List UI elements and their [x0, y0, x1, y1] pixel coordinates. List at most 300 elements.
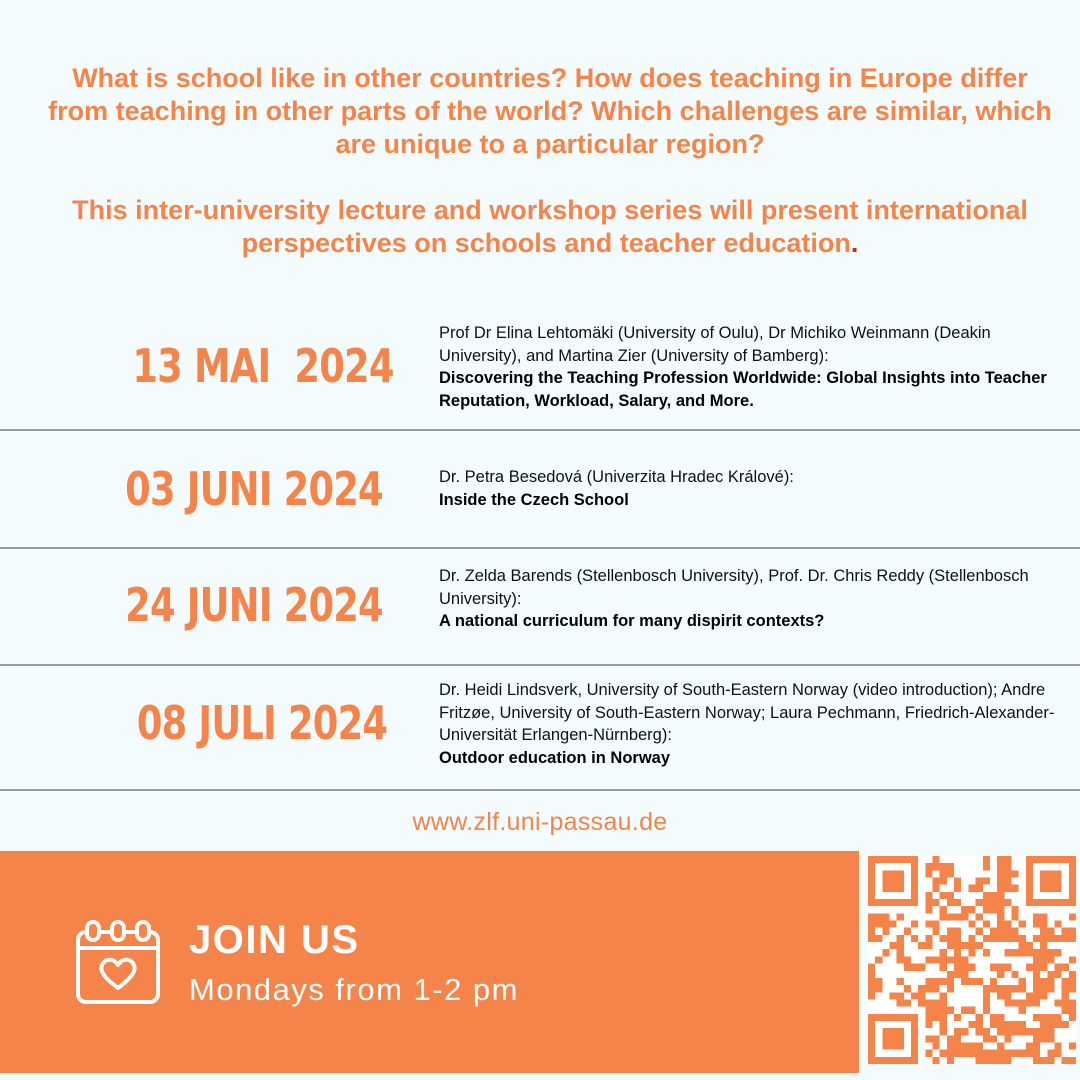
qr-module [1019, 1050, 1026, 1057]
qr-module [933, 985, 940, 992]
qr-module [897, 935, 904, 942]
session-speakers: Prof Dr Elina Lehtomäki (University of Oulu), Dr Michiko Weinmann (Deakin University), and Martina Zier (University of Bamberg): [439, 324, 991, 365]
qr-module [1069, 928, 1076, 935]
qr-code-icon[interactable] [868, 856, 1076, 1064]
qr-module [940, 870, 947, 877]
qr-module [1033, 971, 1040, 978]
qr-module [1004, 878, 1011, 885]
qr-module [997, 1042, 1004, 1049]
qr-module [940, 1014, 947, 1021]
qr-module [961, 964, 968, 971]
qr-module [968, 906, 975, 913]
qr-module [925, 978, 932, 985]
qr-module [940, 949, 947, 956]
qr-module [990, 1050, 997, 1057]
qr-module [997, 1057, 1004, 1064]
qr-module [925, 863, 932, 870]
qr-module [976, 1028, 983, 1035]
qr-module [947, 971, 954, 978]
qr-module [911, 964, 918, 971]
qr-module [1004, 992, 1011, 999]
qr-module [1047, 928, 1054, 935]
qr-module [968, 1042, 975, 1049]
qr-module [933, 1035, 940, 1042]
qr-module [1040, 992, 1047, 999]
qr-module [875, 956, 882, 963]
qr-module [1004, 1057, 1011, 1064]
qr-module [1054, 964, 1061, 971]
qr-module [947, 985, 954, 992]
qr-module [875, 985, 882, 992]
qr-module [1004, 1035, 1011, 1042]
qr-module [1047, 1035, 1054, 1042]
qr-module [940, 863, 947, 870]
qr-module [1033, 992, 1040, 999]
qr-module [983, 906, 990, 913]
session-row [0, 549, 1080, 666]
qr-module [961, 906, 968, 913]
qr-module [1040, 1021, 1047, 1028]
qr-module [990, 1021, 997, 1028]
qr-module [947, 913, 954, 920]
qr-module [997, 899, 1004, 906]
qr-module [918, 964, 925, 971]
qr-module [1033, 978, 1040, 985]
qr-module [1004, 921, 1011, 928]
qr-module [961, 942, 968, 949]
qr-module [997, 928, 1004, 935]
qr-module [925, 1035, 932, 1042]
qr-module [904, 999, 911, 1006]
qr-module [1069, 978, 1076, 985]
qr-module [954, 1050, 961, 1057]
qr-module [925, 942, 932, 949]
qr-module [997, 892, 1004, 899]
qr-module [868, 964, 875, 971]
qr-module [976, 1042, 983, 1049]
qr-module [983, 985, 990, 992]
qr-module [997, 906, 1004, 913]
qr-module [1047, 1028, 1054, 1035]
qr-module [940, 956, 947, 963]
qr-module [1040, 949, 1047, 956]
qr-module [925, 1021, 932, 1028]
qr-module [947, 899, 954, 906]
qr-module [918, 999, 925, 1006]
qr-module [897, 949, 904, 956]
qr-module [947, 928, 954, 935]
qr-module [1004, 949, 1011, 956]
qr-module [983, 949, 990, 956]
qr-module [1069, 1014, 1076, 1021]
qr-module [954, 949, 961, 956]
qr-module [976, 1014, 983, 1021]
qr-module [954, 899, 961, 906]
qr-module [1026, 992, 1033, 999]
qr-module [890, 942, 897, 949]
qr-module [1047, 949, 1054, 956]
qr-module [868, 935, 875, 942]
intro-paragraph-1: What is school like in other countries? How does teaching in Europe differ from teaching in other parts of the world? Which challenges are similar, which are unique to a particular region? [48, 63, 1052, 159]
session-description [439, 679, 1059, 769]
qr-module [882, 928, 889, 935]
qr-module [1047, 971, 1054, 978]
website-link[interactable]: www.zlf.uni-passau.de [412, 808, 668, 836]
qr-module [940, 1050, 947, 1057]
qr-module [1047, 956, 1054, 963]
qr-module [1019, 985, 1026, 992]
qr-module [1069, 913, 1076, 920]
qr-module [983, 1050, 990, 1057]
session-description [439, 322, 1059, 412]
qr-module [947, 935, 954, 942]
qr-module [1062, 999, 1069, 1006]
qr-module [947, 956, 954, 963]
qr-module [925, 999, 932, 1006]
qr-module [933, 921, 940, 928]
intro-paragraph-2-period: . [850, 228, 859, 258]
qr-module [1040, 985, 1047, 992]
qr-module [1011, 971, 1018, 978]
qr-module [961, 971, 968, 978]
qr-module [990, 985, 997, 992]
qr-module [968, 1050, 975, 1057]
qr-module [990, 899, 997, 906]
qr-module [1062, 985, 1069, 992]
qr-module [983, 892, 990, 899]
qr-module [983, 863, 990, 870]
qr-module [1054, 971, 1061, 978]
qr-module [1069, 1057, 1076, 1064]
intro-paragraph-2 [40, 194, 1060, 260]
qr-module [1004, 999, 1011, 1006]
qr-module [997, 921, 1004, 928]
qr-module [904, 956, 911, 963]
qr-module [954, 964, 961, 971]
qr-module [954, 942, 961, 949]
qr-module [990, 964, 997, 971]
qr-module [997, 913, 1004, 920]
qr-module [976, 885, 983, 892]
session-row [0, 666, 1080, 791]
qr-module [947, 863, 954, 870]
qr-module [1069, 1042, 1076, 1049]
qr-module [997, 985, 1004, 992]
qr-module [940, 913, 947, 920]
qr-module [940, 1028, 947, 1035]
qr-module [1004, 870, 1011, 877]
qr-module [933, 1042, 940, 1049]
qr-module [904, 964, 911, 971]
qr-module [1054, 1050, 1061, 1057]
qr-module [968, 942, 975, 949]
qr-module [933, 999, 940, 1006]
qr-module [1011, 1021, 1018, 1028]
session-title: Inside the Czech School [439, 490, 629, 509]
qr-module [947, 1035, 954, 1042]
qr-module [940, 892, 947, 899]
qr-module [997, 1028, 1004, 1035]
qr-module [1040, 1014, 1047, 1021]
qr-module [940, 935, 947, 942]
qr-module [947, 1042, 954, 1049]
qr-module [976, 978, 983, 985]
qr-module [1011, 885, 1018, 892]
qr-module [925, 1014, 932, 1021]
qr-module [983, 935, 990, 942]
qr-module [1004, 863, 1011, 870]
qr-module [961, 1007, 968, 1014]
qr-module [947, 892, 954, 899]
qr-module [990, 928, 997, 935]
qr-module [976, 878, 983, 885]
qr-module [1047, 1021, 1054, 1028]
qr-module [1069, 1007, 1076, 1014]
qr-module [868, 992, 875, 999]
qr-module [940, 906, 947, 913]
qr-module [954, 1035, 961, 1042]
qr-module [976, 899, 983, 906]
qr-module [1004, 985, 1011, 992]
qr-module [947, 1007, 954, 1014]
qr-module [990, 935, 997, 942]
qr-module [882, 949, 889, 956]
qr-module [1040, 913, 1047, 920]
qr-module [1062, 964, 1069, 971]
qr-module [1062, 992, 1069, 999]
qr-module [997, 856, 1004, 863]
qr-module [925, 870, 932, 877]
qr-module [961, 978, 968, 985]
qr-module [933, 1057, 940, 1064]
qr-module [918, 985, 925, 992]
qr-module [1054, 921, 1061, 928]
qr-module [1040, 1035, 1047, 1042]
qr-module [1047, 1057, 1054, 1064]
qr-module [875, 935, 882, 942]
qr-module [983, 1035, 990, 1042]
qr-module [868, 978, 875, 985]
qr-module [1054, 1014, 1061, 1021]
qr-module [976, 913, 983, 920]
qr-module [1004, 1021, 1011, 1028]
qr-module [933, 856, 940, 863]
qr-module [1062, 1007, 1069, 1014]
qr-module [940, 878, 947, 885]
qr-module [897, 999, 904, 1006]
session-date: 08 JULI 2024 [136, 696, 388, 750]
qr-module [925, 1007, 932, 1014]
qr-module [961, 1042, 968, 1049]
qr-module [997, 1050, 1004, 1057]
qr-module [933, 863, 940, 870]
qr-module [1033, 964, 1040, 971]
qr-module [1033, 1028, 1040, 1035]
qr-module [1026, 964, 1033, 971]
qr-module [1040, 928, 1047, 935]
qr-module [1040, 921, 1047, 928]
qr-module [947, 942, 954, 949]
qr-module [983, 992, 990, 999]
qr-module [1040, 870, 1062, 892]
qr-module [918, 942, 925, 949]
qr-module [1026, 1028, 1033, 1035]
qr-module [1033, 949, 1040, 956]
session-row [0, 314, 1080, 431]
qr-module [997, 1021, 1004, 1028]
qr-module [1019, 1021, 1026, 1028]
session-row [0, 431, 1080, 549]
qr-module [1047, 935, 1054, 942]
qr-module [976, 928, 983, 935]
qr-module [954, 956, 961, 963]
qr-module [1004, 1028, 1011, 1035]
qr-module [925, 906, 932, 913]
qr-module [1019, 999, 1026, 1006]
qr-module [990, 1035, 997, 1042]
session-speakers: Dr. Heidi Lindsverk, University of South-Eastern Norway (video introduction); Andre Fritzøe, University of South-Eastern Norway; Laura Pechmann, Friedrich-Alexander-Universität Erlangen-Nürnberg): [439, 681, 1055, 744]
qr-module [1019, 949, 1026, 956]
qr-module [1019, 978, 1026, 985]
session-date: 13 MAI 2024 [132, 339, 394, 393]
qr-module [875, 978, 882, 985]
qr-module [1011, 999, 1018, 1006]
qr-module [1047, 1014, 1054, 1021]
qr-module [1069, 999, 1076, 1006]
qr-module [1011, 949, 1018, 956]
qr-module [961, 1028, 968, 1035]
qr-module [990, 906, 997, 913]
qr-module [983, 1057, 990, 1064]
session-speakers: Dr. Zelda Barends (Stellenbosch University), Prof. Dr. Chris Reddy (Stellenbosch University): [439, 567, 1029, 608]
qr-module [940, 1021, 947, 1028]
qr-module [1062, 935, 1069, 942]
qr-module [1004, 964, 1011, 971]
qr-module [968, 921, 975, 928]
join-title: JOIN US [189, 918, 360, 962]
qr-module [1069, 935, 1076, 942]
qr-module [1054, 1021, 1061, 1028]
qr-module [904, 928, 911, 935]
qr-module [882, 913, 889, 920]
qr-module [925, 921, 932, 928]
qr-module [1040, 935, 1047, 942]
qr-module [961, 913, 968, 920]
qr-module [933, 1014, 940, 1021]
qr-module [990, 1057, 997, 1064]
qr-module [1033, 956, 1040, 963]
qr-module [868, 921, 875, 928]
qr-module [940, 992, 947, 999]
qr-module [976, 1057, 983, 1064]
qr-module [1033, 1042, 1040, 1049]
qr-module [925, 1050, 932, 1057]
qr-module [997, 992, 1004, 999]
qr-module [933, 885, 940, 892]
qr-module [968, 1021, 975, 1028]
intro-text [40, 62, 1060, 260]
qr-module [1011, 870, 1018, 877]
qr-module [1040, 978, 1047, 985]
qr-module [904, 985, 911, 992]
qr-module [918, 992, 925, 999]
qr-module [940, 1007, 947, 1014]
qr-module [890, 992, 897, 999]
qr-module [1011, 928, 1018, 935]
qr-module [954, 1014, 961, 1021]
qr-module [997, 870, 1004, 877]
qr-module [997, 1014, 1004, 1021]
session-description [439, 565, 1059, 633]
qr-module [968, 885, 975, 892]
qr-module [897, 992, 904, 999]
qr-module [983, 1007, 990, 1014]
qr-module [990, 1014, 997, 1021]
qr-module [1019, 935, 1026, 942]
qr-module [1026, 999, 1033, 1006]
qr-module [954, 885, 961, 892]
qr-module [1011, 906, 1018, 913]
qr-module [933, 928, 940, 935]
session-date: 03 JUNI 2024 [125, 462, 383, 516]
qr-module [983, 899, 990, 906]
qr-module [1011, 913, 1018, 920]
calendar-heart-icon [74, 918, 162, 1006]
qr-module [940, 999, 947, 1006]
qr-module [1033, 1057, 1040, 1064]
qr-module [1033, 1050, 1040, 1057]
qr-module [968, 1007, 975, 1014]
qr-module [925, 956, 932, 963]
qr-module [933, 899, 940, 906]
qr-module [1019, 942, 1026, 949]
session-title: A national curriculum for many dispirit contexts? [439, 612, 825, 630]
qr-module [1033, 1014, 1040, 1021]
qr-module [1026, 1042, 1033, 1049]
qr-module [1062, 1057, 1069, 1064]
qr-module [1026, 942, 1033, 949]
qr-module [882, 1028, 904, 1050]
qr-module [1033, 913, 1040, 920]
qr-module [997, 971, 1004, 978]
qr-module [961, 1050, 968, 1057]
qr-module [1054, 935, 1061, 942]
qr-module [947, 870, 954, 877]
qr-module [968, 949, 975, 956]
qr-module [1011, 1028, 1018, 1035]
qr-module [954, 935, 961, 942]
qr-module [954, 928, 961, 935]
qr-module [882, 870, 904, 892]
qr-module [933, 956, 940, 963]
qr-module [961, 956, 968, 963]
qr-module [875, 913, 882, 920]
qr-module [1011, 935, 1018, 942]
qr-module [911, 921, 918, 928]
qr-module [990, 978, 997, 985]
qr-module [897, 978, 904, 985]
qr-module [954, 878, 961, 885]
qr-module [1040, 942, 1047, 949]
qr-module [1033, 935, 1040, 942]
qr-module [911, 935, 918, 942]
qr-module [1054, 1042, 1061, 1049]
qr-module [983, 878, 990, 885]
qr-module [1019, 1007, 1026, 1014]
qr-module [976, 1050, 983, 1057]
qr-module [997, 935, 1004, 942]
qr-module [1040, 1028, 1047, 1035]
